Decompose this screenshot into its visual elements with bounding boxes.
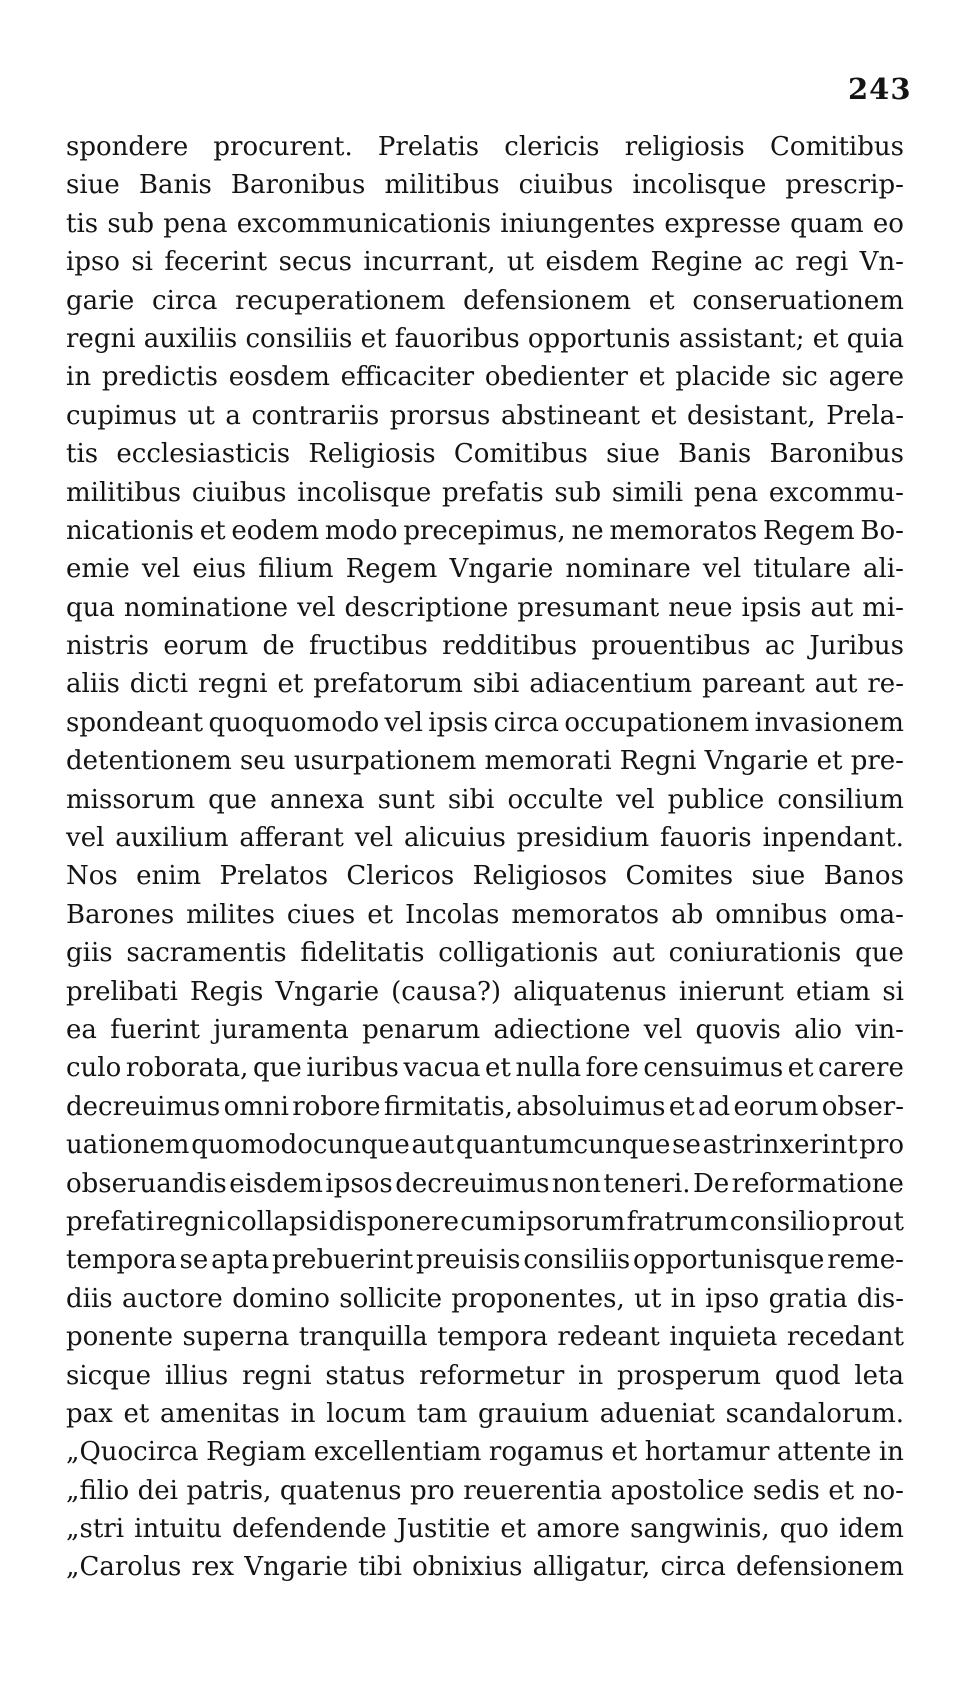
text-line: missorum que annexa sunt sibi occulte vel publice consilium [66,784,904,815]
text-line: siue Banis Baronibus militibus ciuibus incolisque prescrip- [66,170,904,201]
text-line: pax et amenitas in locum tam grauium adueniat scandalorum. [66,1398,904,1429]
text-line: ipso si fecerint secus incurrant, ut eisdem Regine ac regi Vn- [66,247,904,278]
text-line: culo roborata, que iuribus vacua et nulla fore censuimus et carere [66,1053,904,1084]
text-line: Barones milites ciues et Incolas memoratos ab omnibus oma- [66,899,904,930]
text-line: diis auctore domino sollicite proponentes, ut in ipso gratia dis- [66,1283,904,1314]
text-line: obseruandis eisdem ipsos decreuimus non teneri. De reformatione [66,1168,904,1199]
text-line: tis sub pena excommunicationis iniungentes expresse quam eo [66,208,904,239]
body-text [66,128,904,1587]
text-line: decreuimus omni robore firmitatis, absoluimus et ad eorum obser- [66,1091,904,1122]
text-line: detentionem seu usurpationem memorati Regni Vngarie et pre- [66,746,904,777]
text-line: vel auxilium afferant vel alicuius presidium fauoris inpendant. [66,823,904,854]
text-line: „stri intuitu defendende Justitie et amore sangwinis, quo idem [66,1514,904,1545]
text-line: spondere procurent. Prelatis clericis religiosis Comitibus [66,132,904,162]
text-line: prelibati Regis Vngarie (causa?) aliquatenus inierunt etiam si [66,976,904,1007]
text-line: tis ecclesiasticis Religiosis Comitibus siue Banis Baronibus [66,439,904,470]
text-line: ponente superna tranquilla tempora redeant inquieta recedant [66,1322,904,1353]
text-line: emie vel eius filium Regem Vngarie nominare vel titulare ali- [66,554,904,585]
text-line: militibus ciuibus incolisque prefatis sub simili pena excommu- [66,477,904,508]
text-line: uationem quomodocunque aut quantumcunque se astrinxerint pro [66,1130,904,1161]
text-line: „Carolus rex Vngarie tibi obnixius alligatur, circa defensionem [66,1552,904,1583]
text-line: nicationis et eodem modo precepimus, ne memoratos Regem Bo- [66,515,904,546]
text-line: in predictis eosdem efficaciter obedienter et placide sic agere [66,362,904,393]
text-line: spondeant quoquomodo vel ipsis circa occupationem invasionem [66,707,904,738]
text-line: qua nominatione vel descriptione presumant neue ipsis aut mi- [66,592,904,623]
text-line: prefati regni collapsi disponere cum ipsorum fratrum consilio prout [66,1206,904,1237]
text-line: cupimus ut a contrariis prorsus abstineant et desistant, Prela- [66,400,904,431]
text-line: nistris eorum de fructibus redditibus prouentibus ac Juribus [66,631,904,662]
text-line: „filio dei patris, quatenus pro reuerentia apostolice sedis et no- [66,1475,904,1506]
text-line: garie circa recuperationem defensionem et conseruationem [66,285,904,316]
text-line: Nos enim Prelatos Clericos Religiosos Comites siue Banos [66,861,904,892]
text-line: tempora se apta prebuerint preuisis consiliis opportunisque reme- [66,1245,904,1276]
text-line: sicque illius regni status reformetur in prosperum quod leta [66,1360,904,1391]
text-line: ea fuerint juramenta penarum adiectione vel quovis alio vin- [66,1014,904,1045]
text-line: giis sacramentis fidelitatis colligationis aut coniurationis que [66,938,904,969]
text-line: aliis dicti regni et prefatorum sibi adiacentium pareant aut re- [66,669,904,700]
page-number: 243 [848,72,912,106]
text-line: regni auxiliis consiliis et fauoribus opportunis assistant; et quia [66,323,904,354]
text-line: „Quocirca Regiam excellentiam rogamus et hortamur attente in [66,1437,904,1468]
